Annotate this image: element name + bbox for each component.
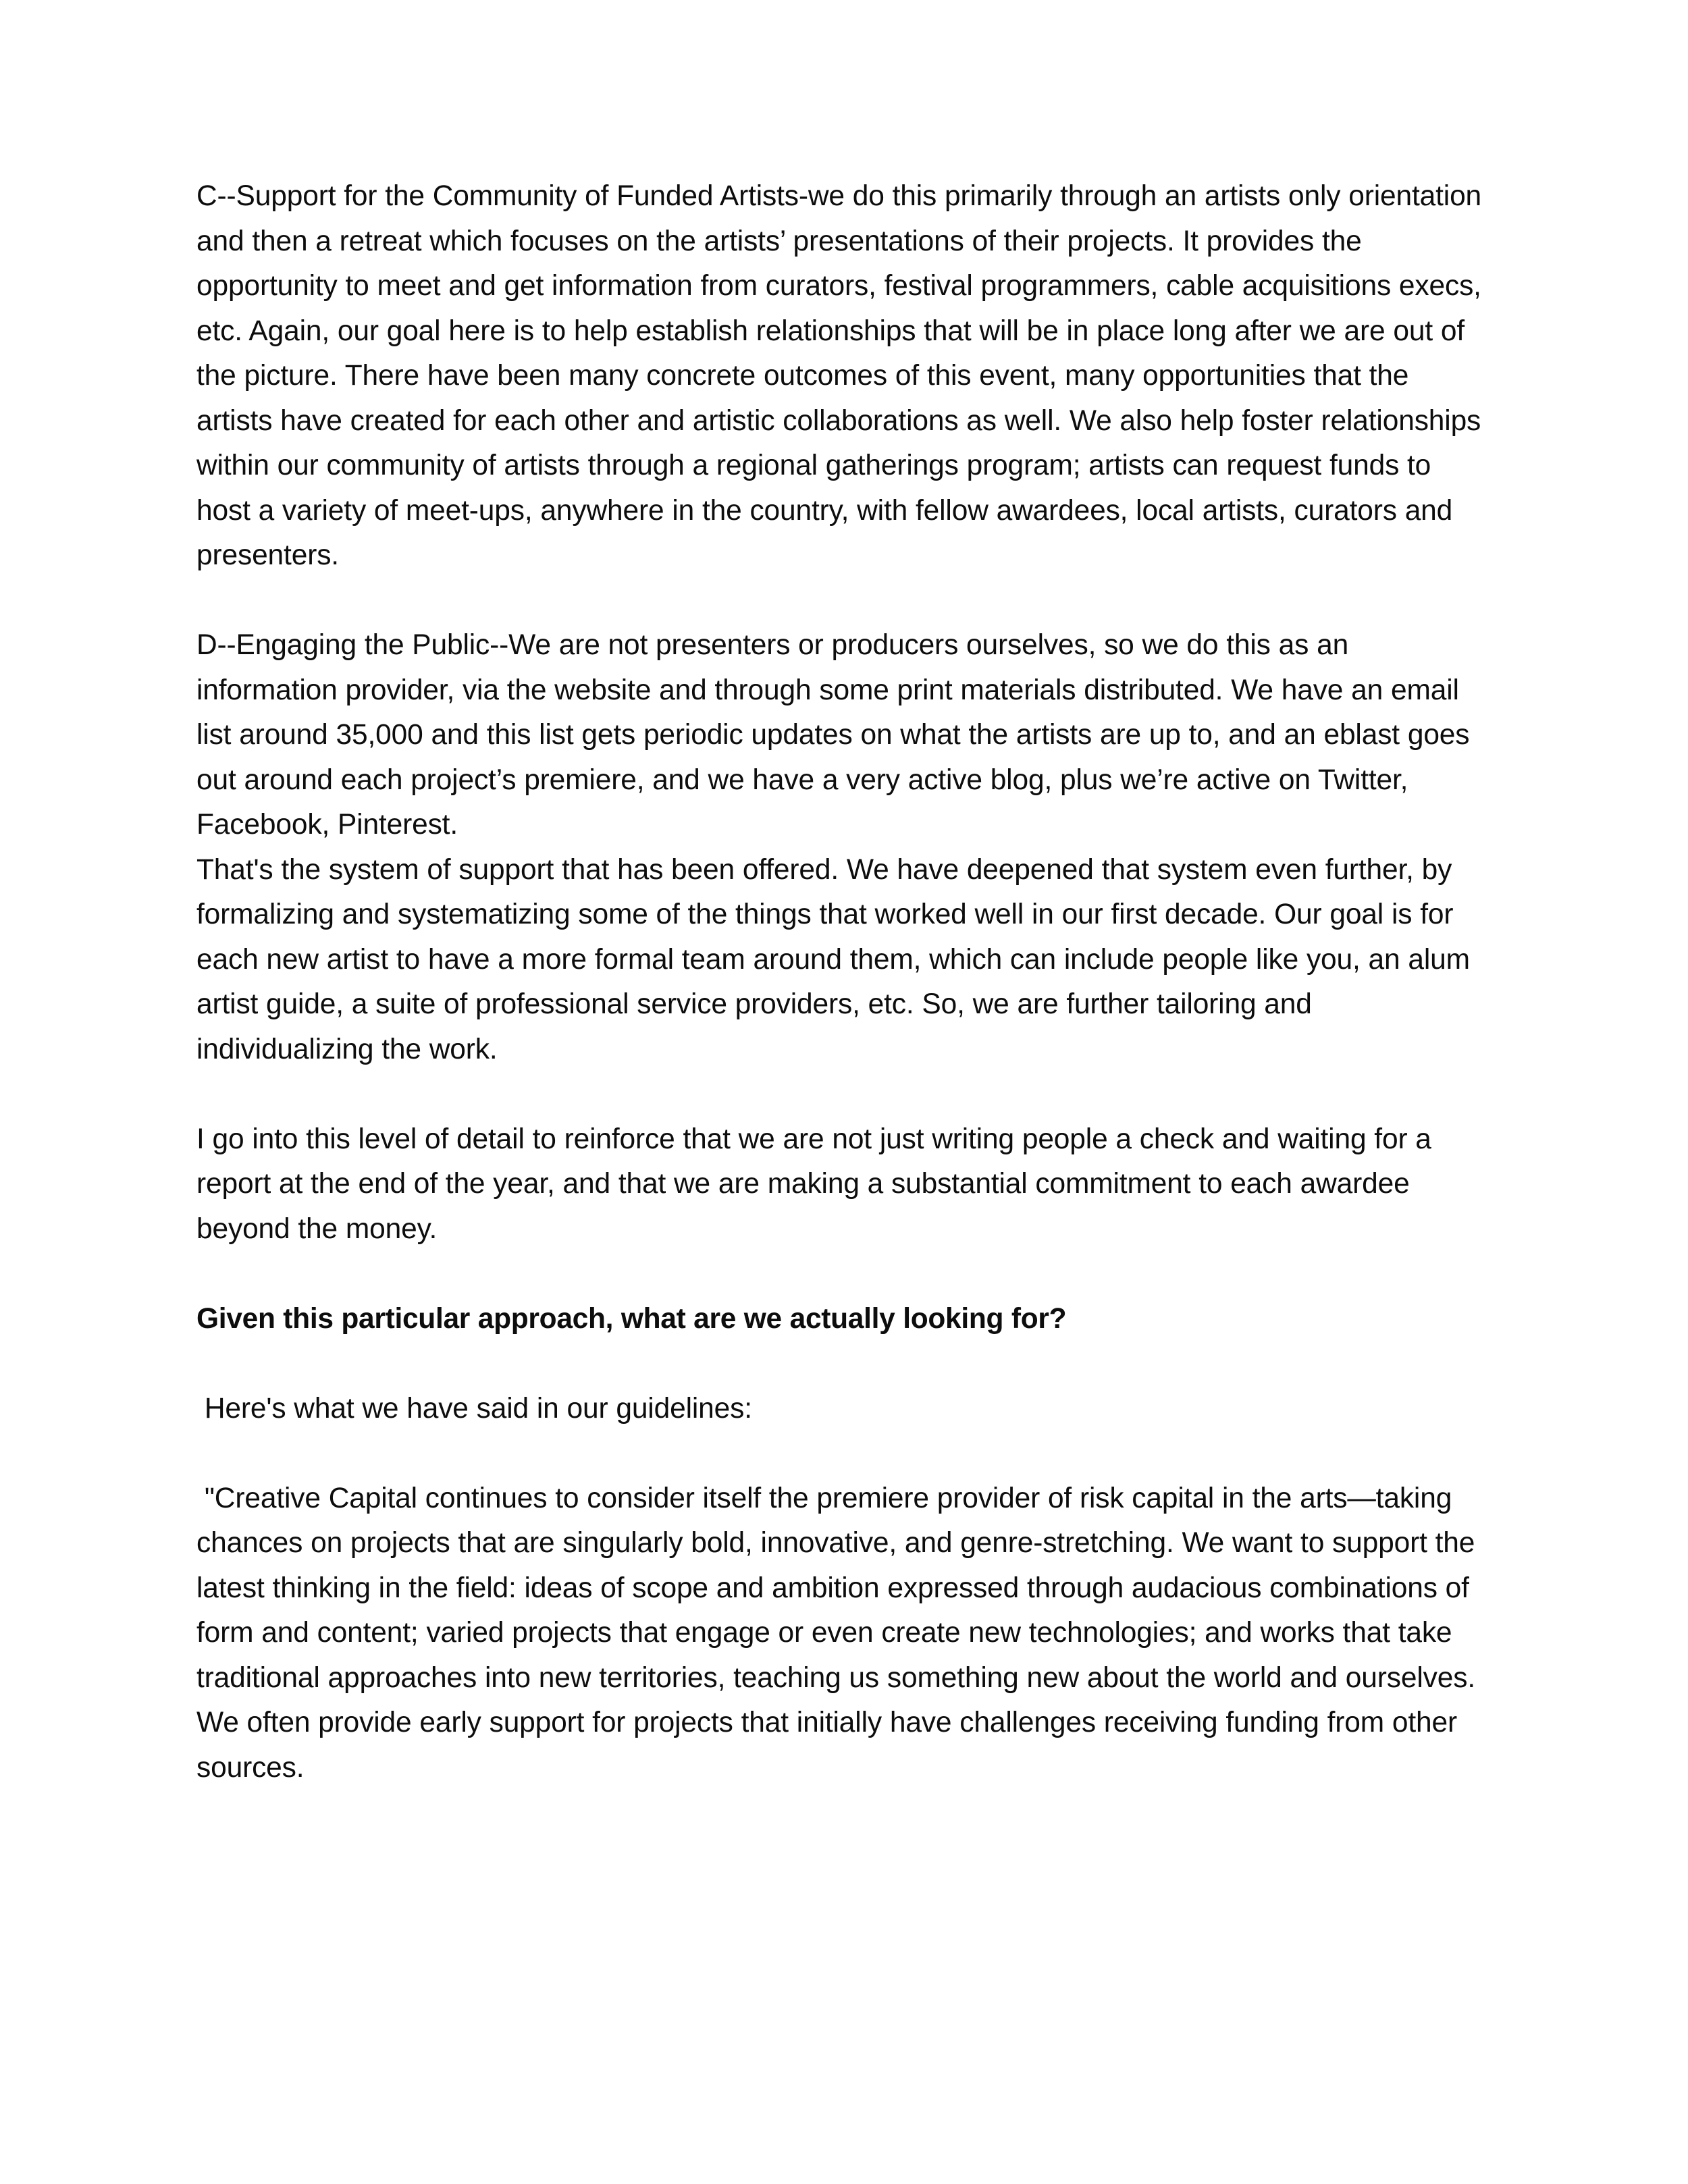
paragraph-c-support: C--Support for the Community of Funded Artists-we do this primarily through an artists only orientation and then a retreat which focuses on the artists’ presentations of their projects. It provides the opportunity to meet and get information from curators, festival programmers, cable acquisitions execs, etc. Again, our goal here is to help establish relationships that will be in place long after we are out of the picture. There have been many concrete outcomes of this event, many opportunities that the artists have created for each other and artistic collaborations as well. We also help foster relationships within our community of artists through a regional gatherings program; artists can request funds to host a variety of meet-ups, anywhere in the country, with fellow awardees, local artists, curators and presenters. bbox=[196, 180, 1489, 571]
paragraph-system-of-support: That's the system of support that has been offered. We have deepened that system even further, by formalizing and systematizing some of the things that worked well in our first decade. Our goal is for each new artist to have a more formal team around them, which can include people like you, an alum artist guide, a suite of professional service providers, etc. So, we are further tailoring and individualizing the work. bbox=[196, 853, 1478, 1065]
paragraph-level-of-detail: I go into this level of detail to reinforce that we are not just writing people a check and waiting for a report at the end of the year, and that we are making a substantial commitment to each awardee beyond the money. bbox=[196, 1123, 1440, 1245]
paragraph-guidelines-quote: "Creative Capital continues to consider itself the premiere provider of risk capital in the arts—taking chances on projects that are singularly bold, innovative, and genre-stretching. We want to support the latest thinking in the field: ideas of scope and ambition expressed through audacious combinations of form and content; varied projects that engage or even create new technologies; and works that take traditional approaches into new territories, teaching us something new about the world and ourselves. We often provide early support for projects that initially have challenges receiving funding from other sources. bbox=[196, 1482, 1483, 1784]
document-text-column bbox=[196, 174, 1487, 1790]
paragraph-guidelines-intro: Here's what we have said in our guidelines: bbox=[196, 1392, 752, 1424]
heading-given-this-approach: Given this particular approach, what are we actually looking for? bbox=[196, 1302, 1067, 1335]
paragraph-d-engaging: D--Engaging the Public--We are not presenters or producers ourselves, so we do this as an information provider, via the website and through some print materials distributed. We have an email list around 35,000 and this list gets periodic updates on what the artists are up to, and an eblast goes out around each project’s premiere, and we have a very active blog, plus we’re active on Twitter, Facebook, Pinterest. bbox=[196, 629, 1478, 841]
